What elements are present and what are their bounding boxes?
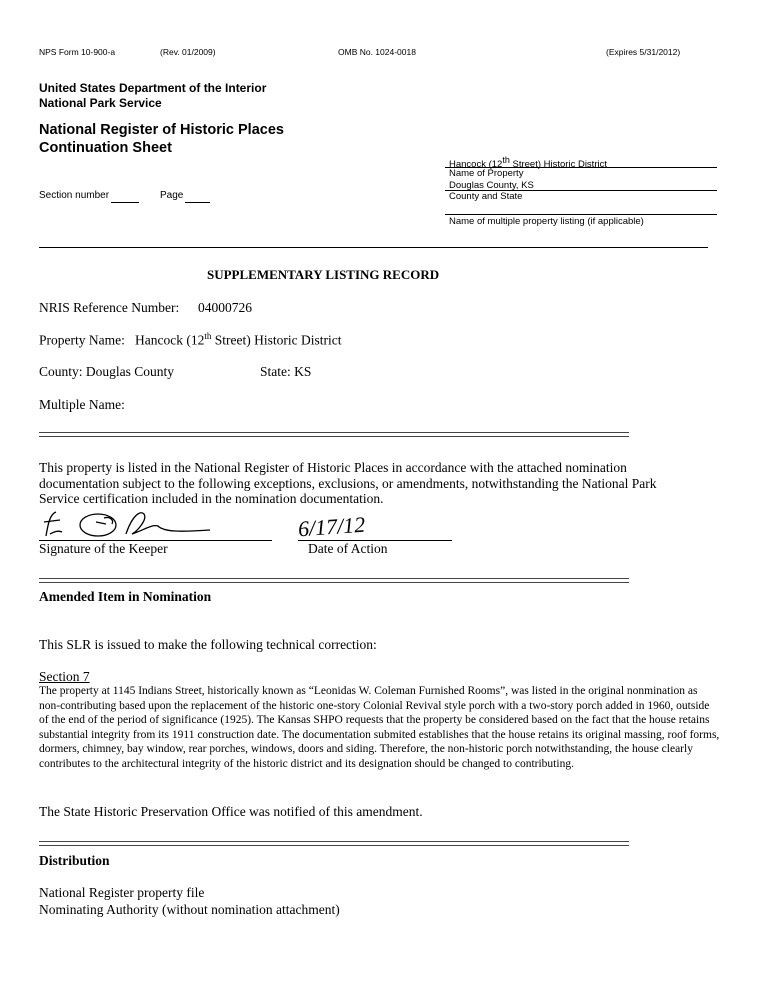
action-date-value: 6/17/12	[297, 511, 366, 542]
form-number: NPS Form 10-900-a	[39, 47, 116, 57]
page-label: Page	[160, 190, 184, 201]
header-divider	[39, 247, 708, 248]
distribution-heading: Distribution	[39, 853, 110, 868]
service-name: National Park Service	[39, 96, 162, 110]
property-name-text: Hancock (12	[134, 332, 205, 348]
form-revision: (Rev. 01/2009)	[160, 47, 216, 57]
nris-value: 04000726	[198, 300, 252, 315]
property-name-field-label: Property Name:	[39, 332, 125, 348]
section-divider-2	[39, 578, 629, 583]
county-state-value: Douglas County, KS	[449, 180, 534, 191]
county-field: County: Douglas County	[39, 364, 175, 379]
amended-heading: Amended Item in Nomination	[39, 589, 212, 604]
multiple-name-field: Multiple Name:	[39, 397, 125, 412]
section-7-heading: Section 7	[39, 669, 90, 684]
expiration-date: (Expires 5/31/2012)	[606, 47, 681, 57]
county-state-label: County and State	[449, 191, 523, 202]
register-title: National Register of Historic Places	[39, 122, 284, 138]
distribution-item: Nominating Authority (without nomination attachment)	[39, 902, 340, 917]
property-name-label: Name of Property	[449, 168, 524, 179]
section-number-label: Section number	[39, 190, 110, 201]
action-date-label: Date of Action	[308, 541, 388, 556]
state-field: State: KS	[260, 364, 312, 379]
multiple-listing-line	[445, 214, 717, 215]
section-number-blank	[111, 202, 139, 203]
property-name-text-end: Street) Historic District	[211, 332, 342, 348]
property-name-sup: th	[204, 331, 212, 341]
page-blank	[185, 202, 210, 203]
property-name-value: Hancock (12th Street) Historic District	[449, 155, 607, 171]
department-name: United States Department of the Interior	[39, 81, 267, 95]
shpo-notified: The State Historic Preservation Office was notified of this amendment.	[39, 804, 423, 819]
distribution-item: National Register property file	[39, 885, 205, 900]
continuation-title: Continuation Sheet	[39, 140, 172, 156]
omb-number: OMB No. 1024-0018	[338, 47, 416, 57]
section-divider-1	[39, 432, 629, 437]
nris-label: NRIS Reference Number:	[39, 300, 180, 315]
keeper-label: Signature of the Keeper	[39, 541, 168, 556]
section-divider-3	[39, 841, 629, 846]
correction-text: The property at 1145 Indians Street, historically known as “Leonidas W. Coleman Furnished Rooms”, was listed in the original nonmination as non-contributing based upon the replacement of the historic one-story Colonial Revival style porch with a two-story porch added in 1960, outside of the end of the period of significance (1925). The Kansas SHPO requests that the property be considered based on the fact that the house retains substantial integrity from its 1911 construction date. The documentation submited establishes that the house retains its original massing, roof forms, dormers, chimney, bay window, rear porches, windows, doors and siding. Therefore, the non-historic porch notwithstanding, the house clearly contributes to the architectural integrity of the historic district and its designation should be changed to contributing.	[39, 685, 720, 770]
property-name-field	[39, 331, 341, 349]
slr-title: SUPPLEMENTARY LISTING RECORD	[207, 267, 440, 282]
slr-intro: This SLR is issued to make the following technical correction:	[39, 637, 377, 652]
keeper-signature	[40, 506, 220, 540]
multiple-listing-label: Name of multiple property listing (if applicable)	[449, 216, 644, 227]
certification-text: This property is listed in the National Register of Historic Places in accordance with the attached nomination documentation subject to the following exceptions, exclusions, or amendments, notwithstanding the National Park Service certification included in the nomination documentation.	[39, 460, 657, 506]
